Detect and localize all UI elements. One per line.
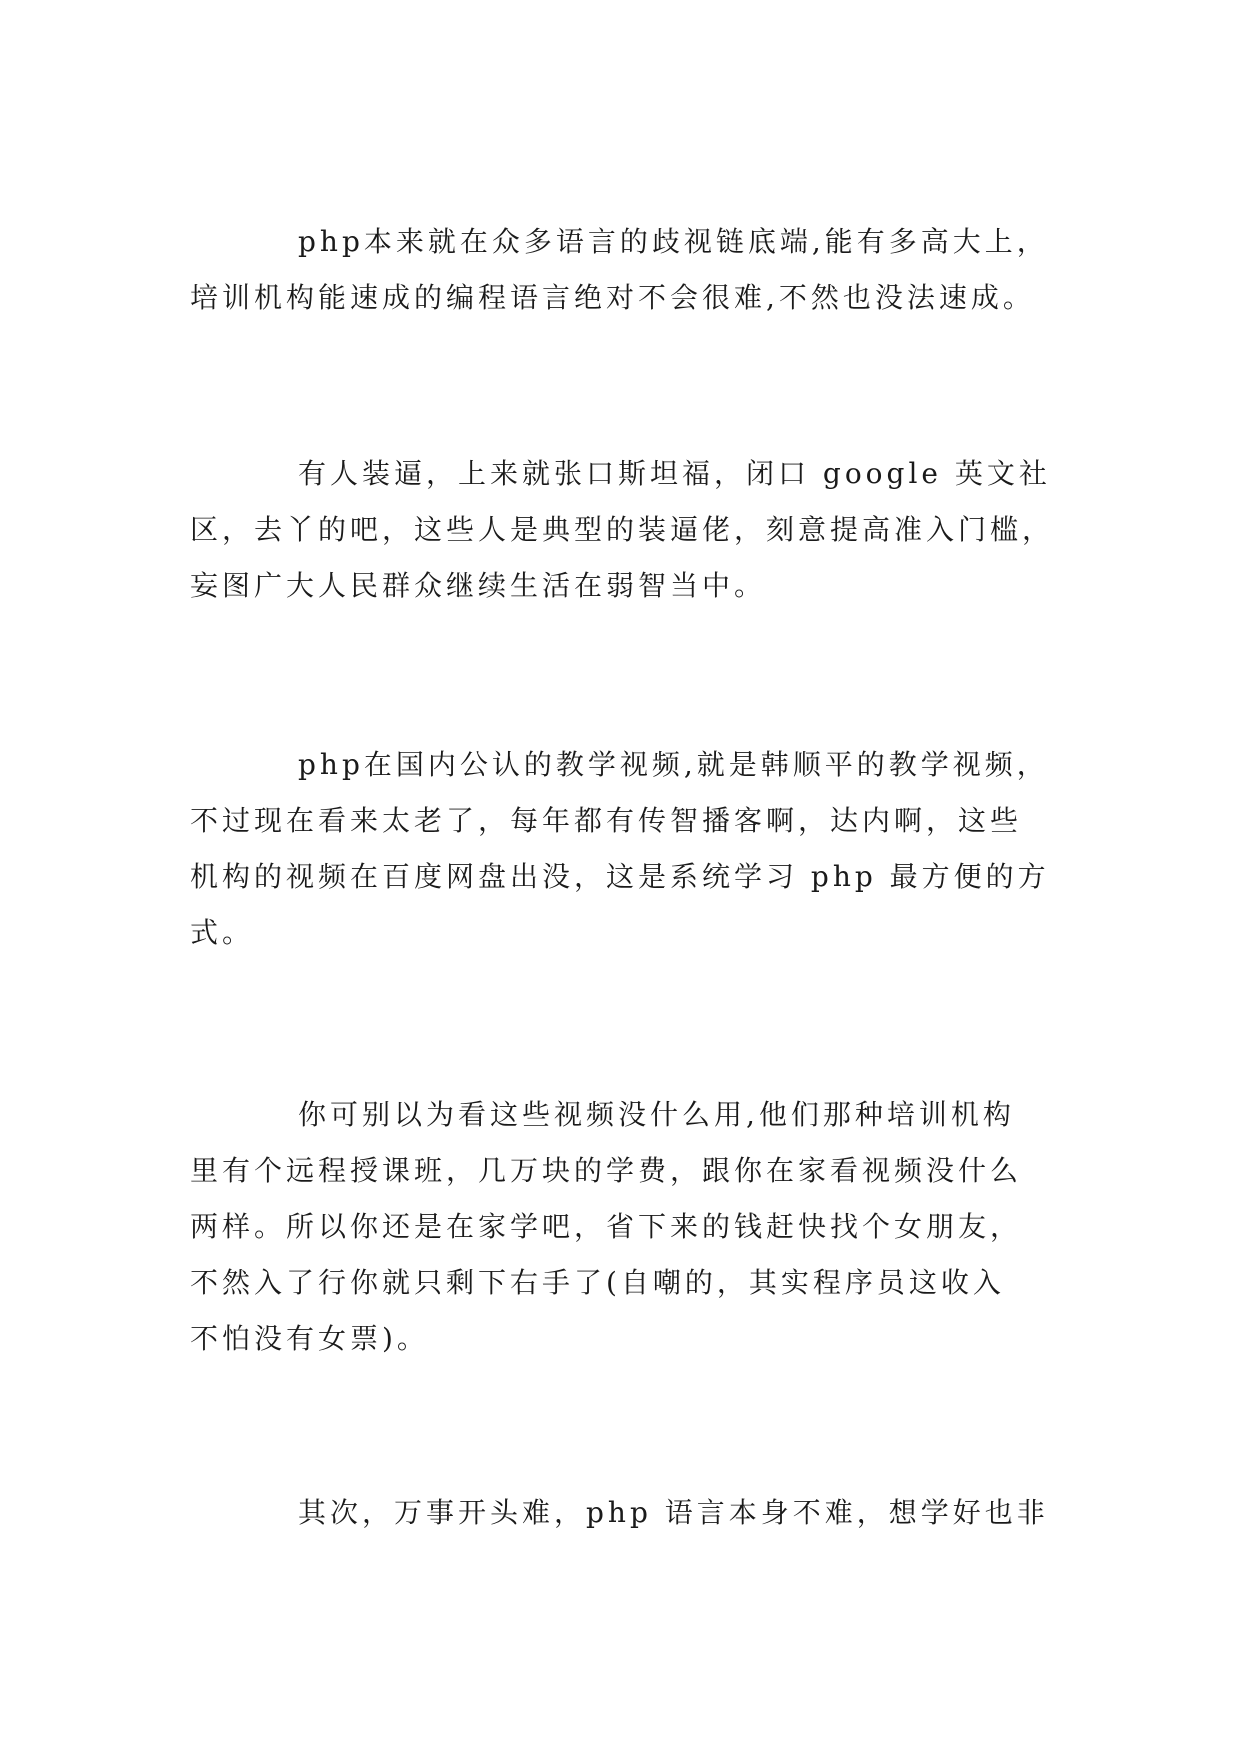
paragraph-line: 你可别以为看这些视频没什么用,他们那种培训机构 bbox=[298, 1098, 1015, 1131]
paragraph-line: 妄图广大人民群众继续生活在弱智当中。 bbox=[190, 569, 767, 602]
paragraph-line: 不怕没有女票)。 bbox=[190, 1322, 429, 1355]
paragraph-4 bbox=[190, 1087, 1070, 1367]
paragraph-line: 式。 bbox=[190, 916, 255, 949]
paragraph-2 bbox=[190, 446, 1070, 614]
paragraph-line: 两样。所以你还是在家学吧，省下来的钱赶快找个女朋友， bbox=[190, 1210, 1023, 1243]
paragraph-line: 培训机构能速成的编程语言绝对不会很难,不然也没法速成。 bbox=[190, 281, 1035, 314]
paragraph-line: 有人装逼，上来就张口斯坦福，闭口 google 英文社 bbox=[298, 457, 1051, 490]
paragraph-line: 机构的视频在百度网盘出没，这是系统学习 php 最方便的方 bbox=[190, 860, 1050, 893]
paragraph-line: php在国内公认的教学视频,就是韩顺平的教学视频， bbox=[298, 748, 1049, 781]
paragraph-3 bbox=[190, 737, 1070, 961]
paragraph-line: 区，去丫的吧，这些人是典型的装逼佬，刻意提高准入门槛， bbox=[190, 513, 1055, 546]
paragraph-line: 不过现在看来太老了，每年都有传智播客啊，达内啊，这些 bbox=[190, 804, 1023, 837]
paragraph-5 bbox=[190, 1485, 1070, 1541]
paragraph-line: 里有个远程授课班，几万块的学费，跟你在家看视频没什么 bbox=[190, 1154, 1023, 1187]
paragraph-line: php本来就在众多语言的歧视链底端,能有多高大上， bbox=[298, 225, 1049, 258]
paragraph-1 bbox=[190, 214, 1070, 326]
paragraph-line: 其次，万事开头难，php 语言本身不难，想学好也非 bbox=[298, 1496, 1049, 1529]
paragraph-line: 不然入了行你就只剩下右手了(自嘲的，其实程序员这收入 bbox=[190, 1266, 1005, 1299]
